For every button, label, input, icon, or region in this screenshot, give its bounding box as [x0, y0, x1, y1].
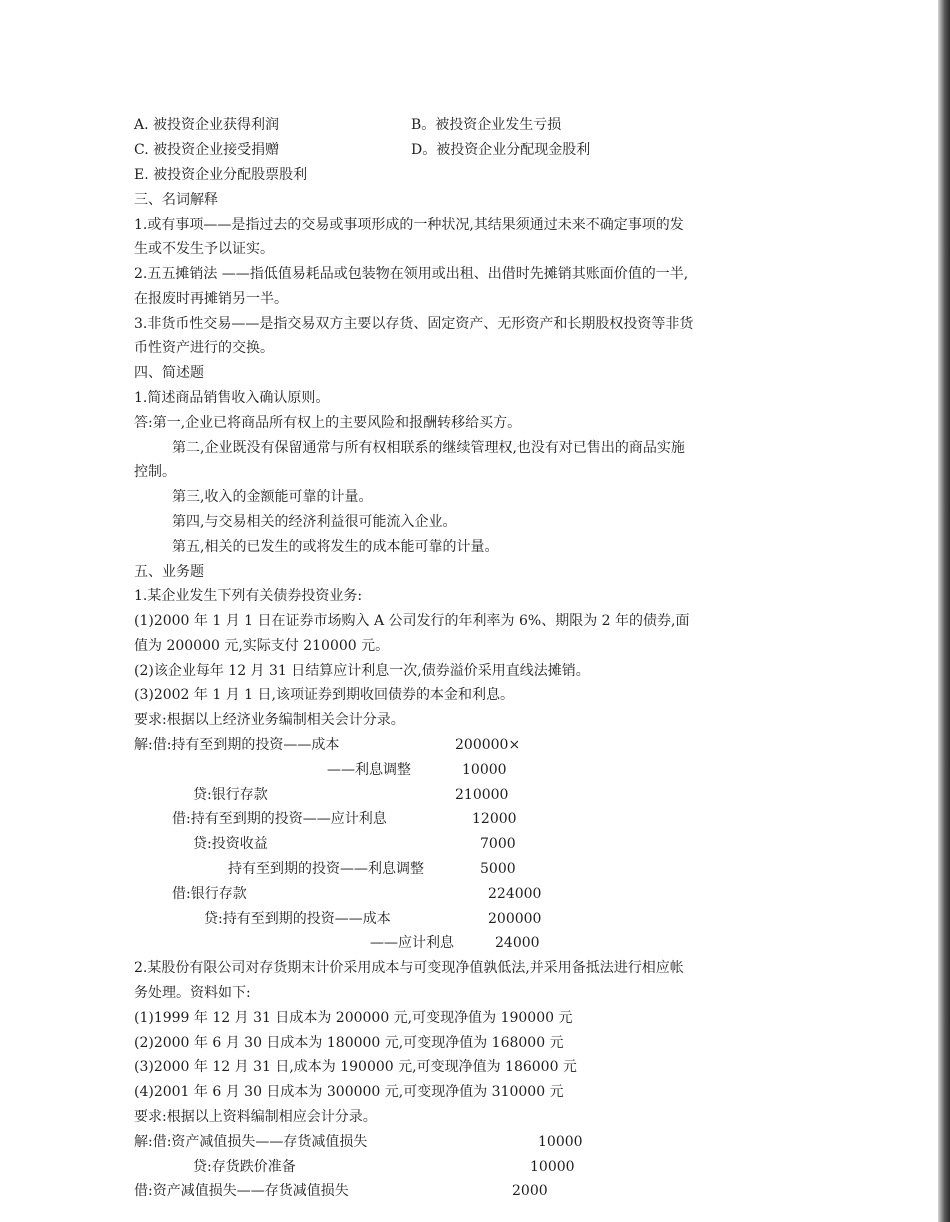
answer-line-4: 第四,与交易相关的经济利益很可能流入企业。 [172, 514, 457, 530]
problem-2-item-4: (4)2001 年 6 月 30 日成本为 300000 元,可变现净值为 310000 元 [134, 1084, 564, 1100]
term-1-line-1: 1.或有事项——是指过去的交易或事项形成的一种状况,其结果须通过未来不确定事项的发 [134, 217, 684, 233]
entry-amount: 200000 [488, 911, 542, 927]
term-2-line-1: 2.五五摊销法 ——指低值易耗品或包装物在领用或出租、出借时先摊销其账面价值的一半, [134, 266, 689, 282]
entry-amount: 200000× [455, 737, 521, 753]
entry-text: 解:借:资产减值损失——存货减值损失 [134, 1134, 368, 1150]
problem-2-item-3: (3)2000 年 12 月 31 日,成本为 190000 元,可变现净值为 186000 元 [134, 1059, 577, 1075]
entry-text: 解:借:持有至到期的投资——成本 [134, 737, 340, 753]
term-3-line-2: 币性资产进行的交换。 [134, 340, 274, 356]
answer-line-3: 第三,收入的金额能可靠的计量。 [172, 489, 373, 505]
option-e: E. 被投资企业分配股票股利 [134, 167, 308, 183]
entry-amount: 210000 [455, 787, 509, 803]
entry-text: 借:资产减值损失——存货减值损失 [134, 1183, 349, 1199]
entry-amount: 10000 [538, 1134, 583, 1150]
term-1-line-2: 生或不发生予以证实。 [134, 241, 274, 257]
entry-amount: 12000 [472, 811, 517, 827]
entry-amount: 2000 [512, 1183, 548, 1199]
problem-1-item-2: (2)该企业每年 12 月 31 日结算应计利息一次,债券溢价采用直线法摊销。 [134, 663, 590, 679]
problem-2-item-2: (2)2000 年 6 月 30 日成本为 180000 元,可变现净值为 168000 元 [134, 1035, 564, 1051]
entry-text: 借:持有至到期的投资——应计利息 [172, 811, 387, 827]
problem-1-item-3: (3)2002 年 1 月 1 日,该项证券到期收回债券的本金和利息。 [134, 687, 514, 703]
problem-2-title-line-1: 2.某股份有限公司对存货期末计价采用成本与可变现净值孰低法,并采用备抵法进行相应帐 [134, 960, 684, 976]
term-2-line-2: 在报废时再摊销另一半。 [134, 291, 288, 307]
entry-text: 贷:持有至到期的投资——成本 [204, 911, 391, 927]
section-heading-business: 五、业务题 [134, 564, 204, 580]
entry-amount: 10000 [530, 1159, 575, 1175]
problem-1-item-1-line-1: (1)2000 年 1 月 1 日在证券市场购入 A 公司发行的年利率为 6%、期限为 2 年的债券,面 [134, 613, 690, 629]
answer-line-5: 第五,相关的已发生的或将发生的成本能可靠的计量。 [172, 539, 499, 555]
answer-line-2: 第二,企业既没有保留通常与所有权相联系的继续管理权,也没有对已售出的商品实施 [172, 440, 685, 456]
question-4-1: 1.简述商品销售收入确认原则。 [134, 390, 330, 406]
answer-line-2b: 控制。 [134, 464, 176, 480]
term-3-line-1: 3.非货币性交易——是指交易双方主要以存货、固定资产、无形资产和长期股权投资等非货 [134, 316, 694, 332]
entry-amount: 7000 [480, 836, 516, 852]
entry-amount: 10000 [462, 762, 507, 778]
problem-2-requirement: 要求:根据以上资料编制相应会计分录。 [134, 1109, 377, 1125]
entry-text: ——应计利息 [370, 935, 454, 951]
option-a: A. 被投资企业获得利润 [134, 117, 280, 133]
section-heading-short-answer: 四、简述题 [134, 365, 204, 381]
entry-text: 贷:投资收益 [193, 836, 268, 852]
option-b: B。被投资企业发生亏损 [411, 117, 562, 133]
option-c: C. 被投资企业接受捐赠 [134, 142, 280, 158]
entry-text: 借:银行存款 [172, 886, 247, 902]
answer-line-1: 答:第一,企业已将商品所有权上的主要风险和报酬转移给买方。 [134, 415, 522, 431]
problem-2-title-line-2: 务处理。资料如下: [134, 985, 251, 1001]
problem-1-requirement: 要求:根据以上经济业务编制相关会计分录。 [134, 712, 405, 728]
page-edge-shadow [938, 0, 950, 1222]
problem-1-title: 1.某企业发生下列有关债券投资业务: [134, 588, 363, 604]
problem-1-item-1-line-2: 值为 200000 元,实际支付 210000 元。 [134, 638, 390, 654]
entry-text: ——利息调整 [327, 762, 411, 778]
problem-2-item-1: (1)1999 年 12 月 31 日成本为 200000 元,可变现净值为 190000 元 [134, 1010, 573, 1026]
entry-amount: 24000 [495, 935, 540, 951]
entry-text: 贷:存货跌价准备 [193, 1159, 296, 1175]
section-heading-terms: 三、名词解释 [134, 192, 218, 208]
option-d: D。被投资企业分配现金股利 [411, 142, 591, 158]
entry-text: 贷:银行存款 [193, 787, 268, 803]
entry-amount: 224000 [488, 886, 542, 902]
entry-text: 持有至到期的投资——利息调整 [228, 861, 424, 877]
entry-amount: 5000 [480, 861, 516, 877]
